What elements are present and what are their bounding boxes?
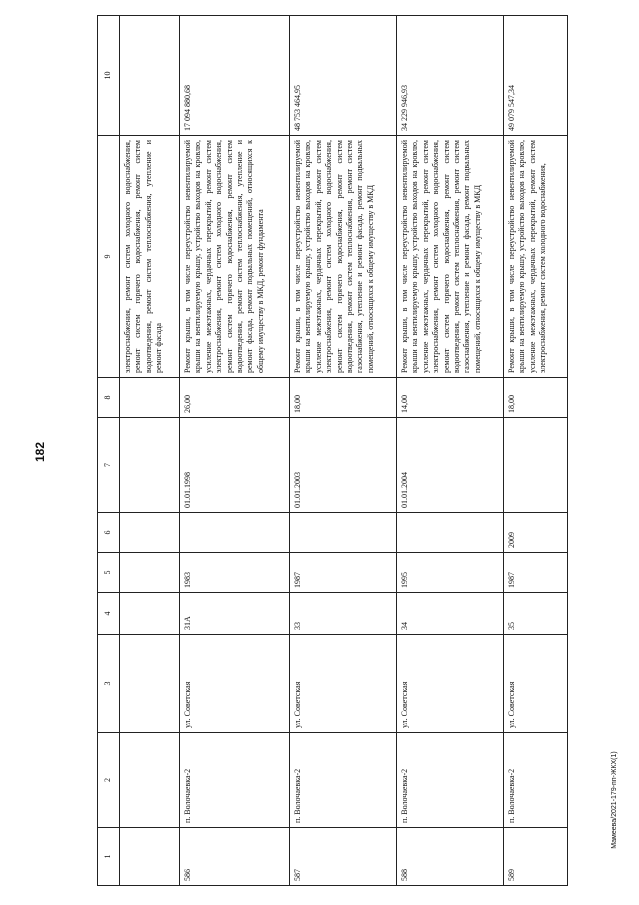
- date-cell: 01.01.2003: [290, 418, 397, 513]
- street-cell: ул. Советская: [397, 635, 504, 733]
- year-built-cell: 1983: [180, 553, 290, 593]
- year-built-cell: 1987: [290, 553, 397, 593]
- continuation-row: [120, 16, 180, 886]
- works-cell: Ремонт крыши, в том числе переустройство невентилируемой крыши на вентилируемую крышу, устройство выходов на кровлю, усиление межэтажных, чердачных перекрытий, ремонт систем электроснабжения, ремонт систем холодного водоснабжения, ремонт систем горячего водоснабжения, ремонт систем водоотведения, ремонт систем теплоснабжения, ремонт систем газоснабжения, утепление и ремонт фасада, ремонт подвальных помещений, относящихся к общему имуществу в МКД: [290, 136, 397, 378]
- col6-cell: [180, 513, 290, 553]
- table-row: [504, 16, 568, 886]
- house-cell: 35: [504, 593, 568, 635]
- works-cell: Ремонт крыши, в том числе переустройство невентилируемой крыши на вентилируемую крышу, устройство выходов на кровлю, усиление межэтажных, чердачных перекрытий, ремонт систем электроснабжения, ремонт систем холодного водоснабжения,: [504, 136, 568, 378]
- column-header: 6: [98, 513, 120, 553]
- col8-cell: 26,00: [180, 378, 290, 418]
- document-code: Мамеева/2021-179-пп-ЖКХ(1): [611, 751, 618, 849]
- amount-cell: 48 753 464,95: [290, 16, 397, 136]
- column-header: 4: [98, 593, 120, 635]
- date-cell: [504, 418, 568, 513]
- column-header: 3: [98, 635, 120, 733]
- column-header: 8: [98, 378, 120, 418]
- column-header: 9: [98, 136, 120, 378]
- page-number: 182: [33, 441, 47, 463]
- table-row: [180, 16, 290, 886]
- year-built-cell: 1987: [504, 553, 568, 593]
- col6-cell: [290, 513, 397, 553]
- table-row: [290, 16, 397, 886]
- date-cell: 01.01.1998: [180, 418, 290, 513]
- table-row: [397, 16, 504, 886]
- works-cell: Ремонт крыши, в том числе переустройство невентилируемой крыши на вентилируемую крышу, устройство выходов на кровлю, усиление межэтажных, чердачных перекрытий, ремонт систем электроснабжения, ремонт систем холодного водоснабжения, ремонт систем горячего водоснабжения, ремонт систем водоотведения, ремонт систем теплоснабжения, ремонт систем газоснабжения, утепление и ремонт фасада, ремонт подвальных помещений, относящихся к общему имуществу в МКД: [397, 136, 504, 378]
- street-cell: ул. Советская: [180, 635, 290, 733]
- locality-cell: п. Волочаевка-2: [397, 733, 504, 828]
- date-cell: 01.01.2004: [397, 418, 504, 513]
- row-number-cell: 588: [397, 828, 504, 886]
- amount-cell: 49 079 547,34: [504, 16, 568, 136]
- column-header: 7: [98, 418, 120, 513]
- row-number-cell: 586: [180, 828, 290, 886]
- housing-repair-table: [97, 15, 568, 886]
- amount-cell: 34 229 946,93: [397, 16, 504, 136]
- column-header: 10: [98, 16, 120, 136]
- amount-cell: 17 094 880,68: [180, 16, 290, 136]
- col8-cell: 14,00: [397, 378, 504, 418]
- locality-cell: п. Волочаевка-2: [290, 733, 397, 828]
- street-cell: ул. Советская: [290, 635, 397, 733]
- col6-cell: 2009: [504, 513, 568, 553]
- row-number-cell: 589: [504, 828, 568, 886]
- column-header-row: [98, 16, 120, 886]
- year-built-cell: 1995: [397, 553, 504, 593]
- column-header: 2: [98, 733, 120, 828]
- col6-cell: [397, 513, 504, 553]
- house-cell: 34: [397, 593, 504, 635]
- locality-cell: п. Волочаевка-2: [180, 733, 290, 828]
- row-number-cell: 587: [290, 828, 397, 886]
- street-cell: ул. Советская: [504, 635, 568, 733]
- column-header: 5: [98, 553, 120, 593]
- column-header: 1: [98, 828, 120, 886]
- house-cell: 33: [290, 593, 397, 635]
- rotated-table-container: [97, 16, 567, 886]
- col8-cell: 18,00: [290, 378, 397, 418]
- house-cell: 31А: [180, 593, 290, 635]
- works-cell: Ремонт крыши, в том числе переустройство невентилируемой крыши на вентилируемую крышу, устройство выходов на кровлю, усиление межэтажных, чердачных перекрытий, ремонт систем электроснабжения, ремонт систем холодного водоснабжения, ремонт систем горячего водоснабжения, ремонт систем водоотведения, ремонт систем теплоснабжения, утепление и ремонт фасада, ремонт подвальных помещений, относящихся к общему имуществу в МКД, ремонт фундамента: [180, 136, 290, 378]
- continuation-works-cell: электроснабжения, ремонт систем холодного водоснабжения, ремонт систем горячего водоснабжения, ремонт систем водоотведения, ремонт систем теплоснабжения, утепление и ремонт фасада: [120, 136, 180, 378]
- locality-cell: п. Волочаевка-2: [504, 733, 568, 828]
- col8-cell: 18,00: [504, 378, 568, 418]
